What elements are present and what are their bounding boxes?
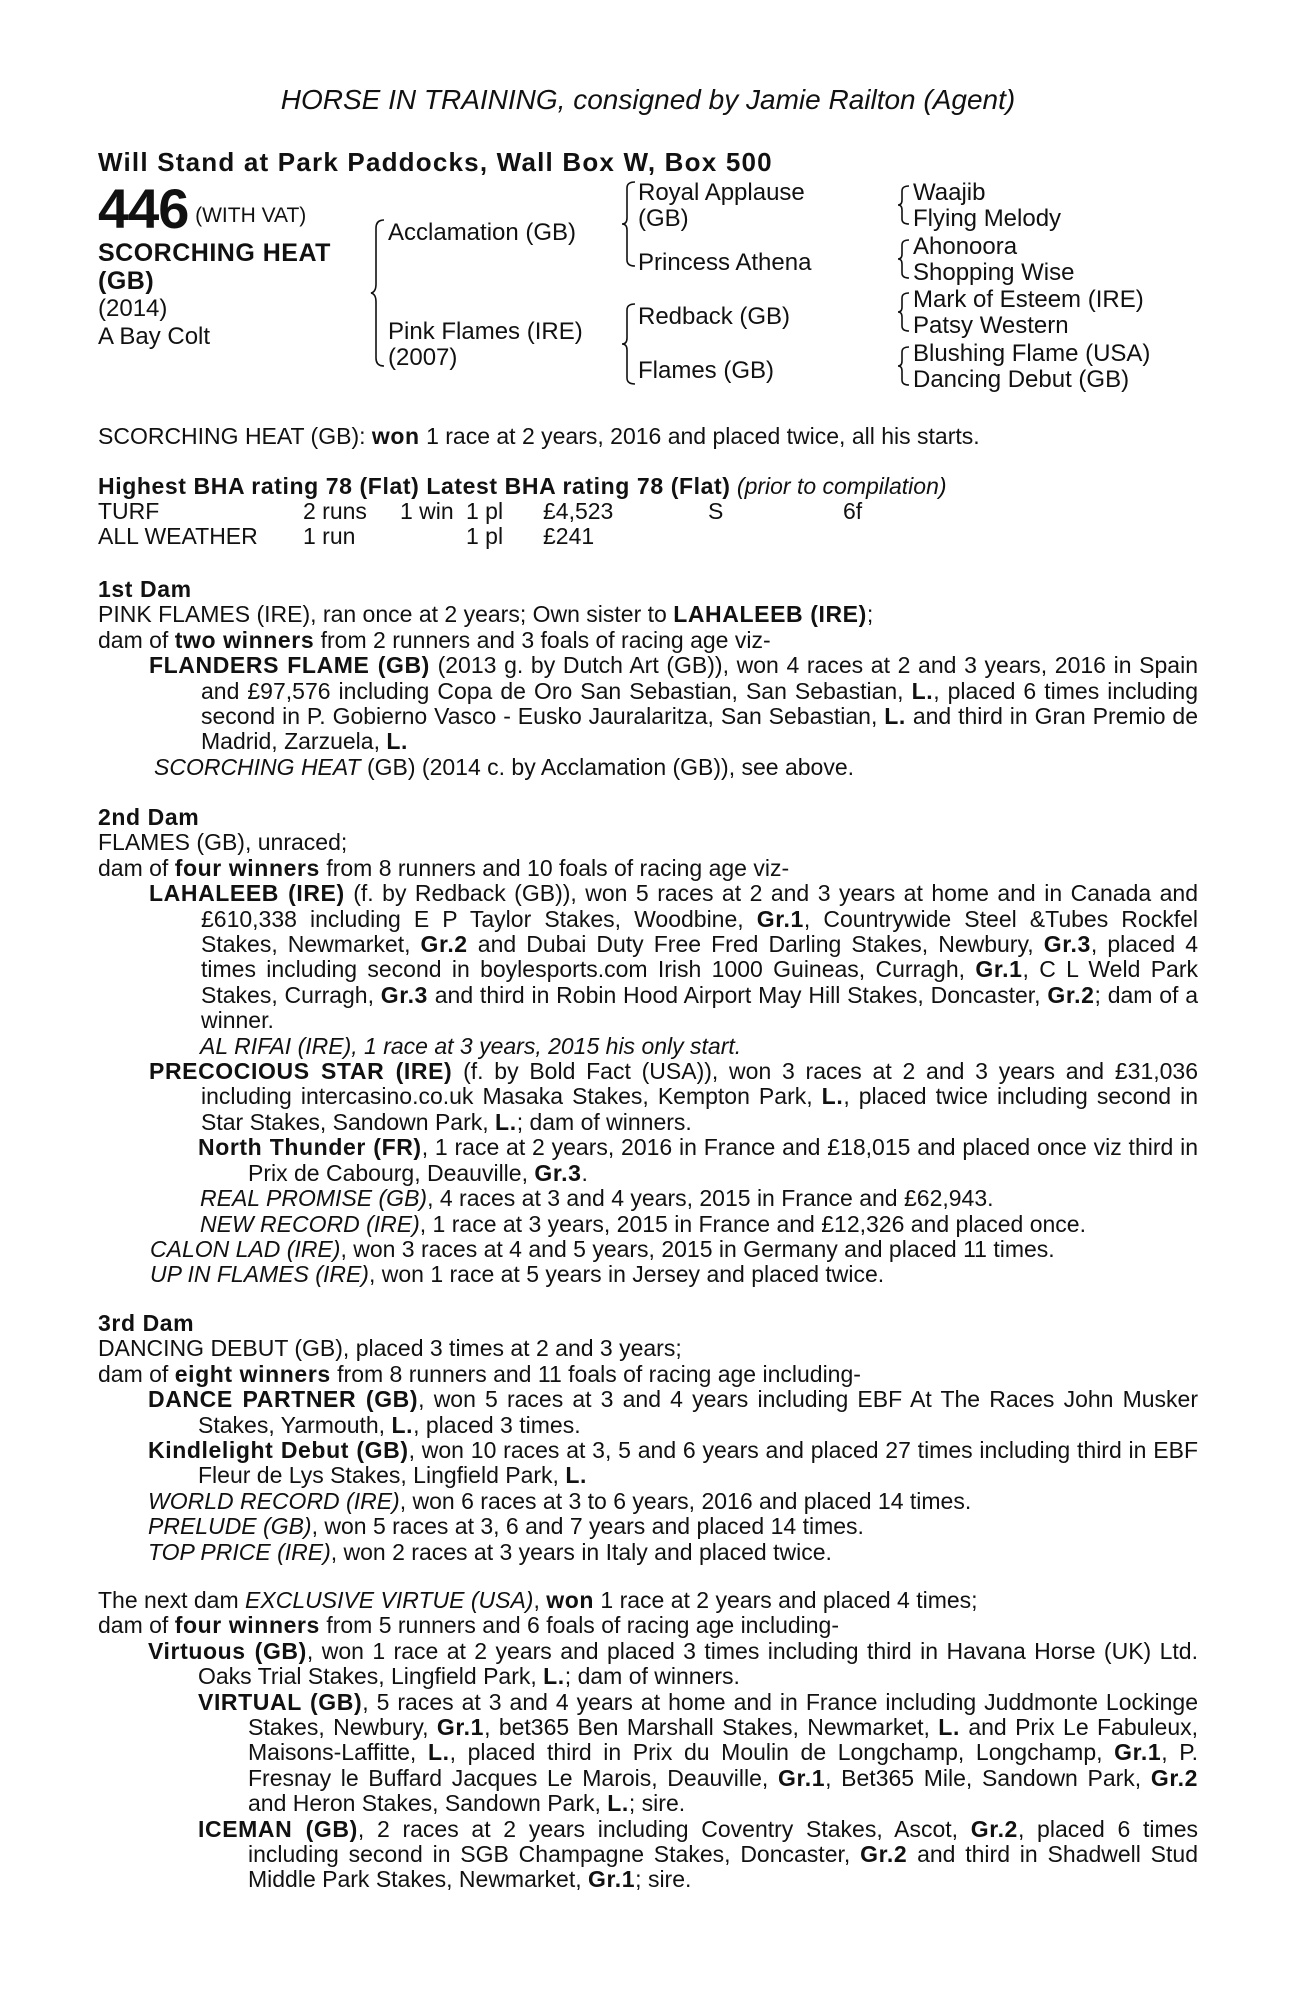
produce-line: dam of two winners from 2 runners and 3 foals of racing age viz- [98, 626, 771, 653]
ancestor-3: Ahonoora [913, 233, 1018, 260]
ancestor-4: Shopping Wise [913, 259, 1075, 286]
produce-entry: LAHALEEB (IRE) (f. by Redback (GB)), won 5 races at 2 and 3 years at home and in Canada and £610,338 including E P Taylor Stakes, Woodbine, Gr.1, Countrywide Steel &Tubes Rockfel Stakes, Newmarket, Gr.2 and Dubai Duty Free Fred Darling Stakes, Newbury, Gr.3, placed 4 times including second in boylesports.com Irish 1000 Guineas, Curragh, Gr.1, C L Weld Park Stakes, Curragh, Gr.3 and third in Robin Hood Airport May Hill Stakes, Doncaster, Gr.2; dam of a winner. [149, 880, 1199, 1034]
foaling-year: (2014) [98, 295, 168, 322]
horse-name: SCORCHING HEAT [98, 239, 331, 267]
lot-info [98, 177, 331, 351]
produce-entry: SCORCHING HEAT (GB) (2014 c. by Acclamation (GB)), see above. [154, 753, 855, 780]
produce-entry: DANCE PARTNER (GB), won 5 races at 3 and 4 years including EBF At The Races John Musker Stakes, Yarmouth, L., placed 3 times. [148, 1386, 1198, 1438]
third-dam-section [98, 1311, 1198, 1565]
record-distance: 6f [843, 498, 863, 524]
produce-line: dam of four winners from 8 runners and 10 foals of racing age viz- [98, 854, 790, 881]
dam-year: (2007) [388, 344, 458, 371]
ancestor-5: Mark of Esteem (IRE) [913, 286, 1144, 313]
bha-rating: Highest BHA rating 78 (Flat) Latest BHA rating 78 (Flat) (prior to compilation) [98, 473, 947, 499]
page-header: HORSE IN TRAINING, consigned by Jamie Railton (Agent) [280, 84, 1016, 115]
section-title: 2nd Dam [98, 804, 200, 830]
produce-entry: FLANDERS FLAME (GB) (2013 g. by Dutch Art (GB)), won 4 races at 2 and 3 years, 2016 in Spain and £97,576 including Copa de Oro San Sebastian, San Sebastian, L., placed 6 times including second in P. Gobierno Vasco - Eusko Jauralaritza, San Sebastian, L. and third in Gran Premio de Madrid, Zarzuela, L. [149, 652, 1198, 755]
dam-dam-name: Flames (GB) [638, 357, 775, 384]
pedigree-brace-dam [621, 302, 637, 386]
produce-entry: UP IN FLAMES (IRE), won 1 race at 5 years in Jersey and placed twice. [150, 1261, 885, 1288]
stand-location: Will Stand at Park Paddocks, Wall Box W, Box 500 [98, 147, 773, 177]
lot-number: 446 [98, 177, 189, 240]
ancestor-2: Flying Melody [913, 205, 1062, 232]
record-surface: ALL WEATHER [98, 523, 258, 549]
dam-line: DANCING DEBUT (GB), placed 3 times at 2 and 3 years; [98, 1335, 682, 1362]
race-summary: SCORCHING HEAT (GB): won 1 race at 2 years, 2016 and placed twice, all his starts. [98, 423, 980, 449]
record-prize: £241 [543, 523, 595, 549]
second-dam-section [98, 805, 1198, 1288]
record-placed: 1 pl [466, 523, 504, 549]
produce-entry: CALON LAD (IRE), won 3 races at 4 and 5 years, 2015 in Germany and placed 11 times. [150, 1235, 1055, 1262]
ancestor-7: Blushing Flame (USA) [913, 340, 1151, 367]
produce-entry: PRECOCIOUS STAR (IRE) (f. by Bold Fact (USA)), won 3 races at 2 and 3 years and £31,036 including intercasino.co.uk Masaka Stakes, Kempton Park, L., placed twice including second in Star Stakes, Sandown Park, L.; dam of winners. [149, 1058, 1198, 1135]
produce-entry: Kindlelight Debut (GB), won 10 races at 3, 5 and 6 years and placed 27 times including third in EBF Fleur de Lys Stakes, Lingfield Park, L. [148, 1437, 1198, 1489]
record-surface: TURF [98, 498, 160, 524]
record-runs: 2 runs [303, 498, 367, 524]
grandprogeny-entry: ICEMAN (GB), 2 races at 2 years including Coventry Stakes, Ascot, Gr.2, placed 6 times including second in SGB Champagne Stakes, Doncaster, Gr.2 and third in Shadwell Stud Middle Park Stakes, Newmarket, Gr.1; sire. [198, 1815, 1198, 1893]
dam-line: PINK FLAMES (IRE), ran once at 2 years; Own sister to LAHALEEB (IRE); [98, 601, 874, 628]
grandprogeny-entry: North Thunder (FR), 1 race at 2 years, 2016 in France and £18,015 and placed once viz third in Prix de Cabourg, Deauville, Gr.3. [198, 1134, 1199, 1186]
pedigree-brace-g1 [897, 184, 911, 226]
record-runs: 1 run [303, 523, 356, 549]
pedigree-brace-g3 [897, 291, 911, 333]
first-dam-section [98, 577, 1198, 780]
produce-entry: WORLD RECORD (IRE), won 6 races at 3 to 6 years, 2016 and placed 14 times. [148, 1487, 972, 1514]
section-title: 1st Dam [98, 576, 192, 602]
grandprogeny-entry: AL RIFAI (IRE), 1 race at 3 years, 2015 his only start. [200, 1032, 742, 1059]
pedigree-brace-g4 [897, 345, 911, 387]
produce-entry: Virtuous (GB), won 1 race at 2 years and placed 3 times including third in Havana Horse (UK) Ltd. Oaks Trial Stakes, Lingfield Park, L.; dam of winners. [148, 1637, 1198, 1690]
section-title: 3rd Dam [98, 1310, 195, 1336]
dam-name: Pink Flames (IRE) [388, 318, 583, 345]
record-prize: £4,523 [543, 498, 614, 524]
grandprogeny-entry: VIRTUAL (GB), 5 races at 3 and 4 years at home and in France including Juddmonte Lockinge Stakes, Newbury, Gr.1, bet365 Ben Marshall Stakes, Newmarket, L. and Prix Le Fabuleux, Maisons-Laffitte, L., placed third in Prix du Moulin de Longchamp, Longchamp, Gr.1, P. Fresnay le Buffard Jacques Le Marois, Deauville, Gr.1, Bet365 Mile, Sandown Park, Gr.2 and Heron Stakes, Sandown Park, L.; sire. [198, 1688, 1199, 1817]
dam-line: The next dam EXCLUSIVE VIRTUE (USA), won 1 race at 2 years and placed 4 times; [98, 1587, 978, 1613]
produce-entry: PRELUDE (GB), won 5 races at 3, 6 and 7 years and placed 14 times. [148, 1513, 864, 1540]
produce-entry: TOP PRICE (IRE), won 2 races at 3 years in Italy and placed twice. [148, 1538, 832, 1565]
next-dam-section [98, 1588, 1198, 1893]
record-going: S [708, 498, 724, 524]
ancestor-8: Dancing Debut (GB) [913, 366, 1130, 393]
produce-line: dam of four winners from 5 runners and 6 foals of racing age including- [98, 1612, 840, 1639]
produce-line: dam of eight winners from 8 runners and 11 foals of racing age including- [98, 1360, 861, 1387]
sire-name: Acclamation (GB) [388, 219, 577, 246]
dam-sire-name: Redback (GB) [638, 303, 791, 330]
horse-origin: (GB) [98, 267, 155, 295]
ancestor-1: Waajib [913, 179, 986, 206]
grandprogeny-entry: NEW RECORD (IRE), 1 race at 3 years, 2015 in France and £12,326 and placed once. [200, 1210, 1086, 1237]
ancestor-6: Patsy Western [913, 312, 1069, 339]
horse-description: A Bay Colt [98, 323, 211, 350]
pedigree-brace-g2 [897, 238, 911, 280]
pedigree-brace-sire [621, 180, 637, 268]
dam-line: FLAMES (GB), unraced; [98, 829, 348, 856]
record-placed: 1 pl [466, 498, 504, 524]
pedigree-brace-sire-dam [370, 218, 386, 368]
vat-note: (WITH VAT) [195, 204, 307, 227]
grandprogeny-entry: REAL PROMISE (GB), 4 races at 3 and 4 years, 2015 in France and £62,943. [200, 1185, 994, 1212]
sire-dam-name: Princess Athena [638, 249, 812, 276]
sire-sire-origin: (GB) [638, 205, 689, 232]
race-record-table [98, 499, 1198, 551]
record-wins: 1 win [400, 498, 454, 524]
sire-sire-name: Royal Applause [638, 179, 805, 206]
